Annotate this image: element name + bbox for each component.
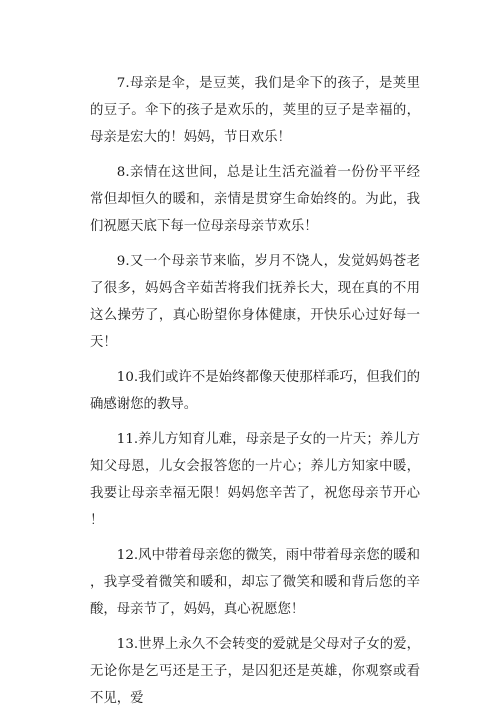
paragraph-11: 11.养儿方知育儿难，母亲是子女的一片天；养儿方知父母恩，儿女会报答您的一片心；养儿方知家中暖，我要让母亲幸福无限！妈妈您辛苦了，祝您母亲节开心！ — [90, 432, 420, 528]
paragraph-9: 9.又一个母亲节来临，岁月不饶人，发觉妈妈苍老了很多，妈妈含辛茹苦将我们抚养长大，现在真的不用这么操劳了，真心盼望你身体健康，开快乐心过好每一天！ — [90, 254, 420, 350]
paragraph-7: 7.母亲是伞，是豆荚，我们是伞下的孩子，是荚里的豆子。伞下的孩子是欢乐的，荚里的豆子是幸福的，母亲是宏大的！妈妈，节日欢乐！ — [90, 76, 420, 145]
document-body — [90, 70, 420, 720]
paragraph-8: 8.亲情在这世间，总是让生活充溢着一份份平平经常但却恒久的暖和，亲情是贯穿生命始终的。为此，我们祝愿天底下每一位母亲母亲节欢乐！ — [90, 165, 420, 234]
paragraph-10: 10.我们或许不是始终都像天使那样乖巧，但我们的确感谢您的教导。 — [90, 370, 420, 412]
paragraph-12: 12.风中带着母亲您的微笑，雨中带着母亲您的暖和，我享受着微笑和暖和，却忘了微笑和暖和背后您的辛酸，母亲节了，妈妈，真心祝愿您！ — [90, 548, 420, 617]
paragraph-13: 13.世界上永久不会转变的爱就是父母对子女的爱，无论你是乞丐还是王子，是囚犯还是英雄，你观察或看不见，爱 — [90, 637, 420, 706]
